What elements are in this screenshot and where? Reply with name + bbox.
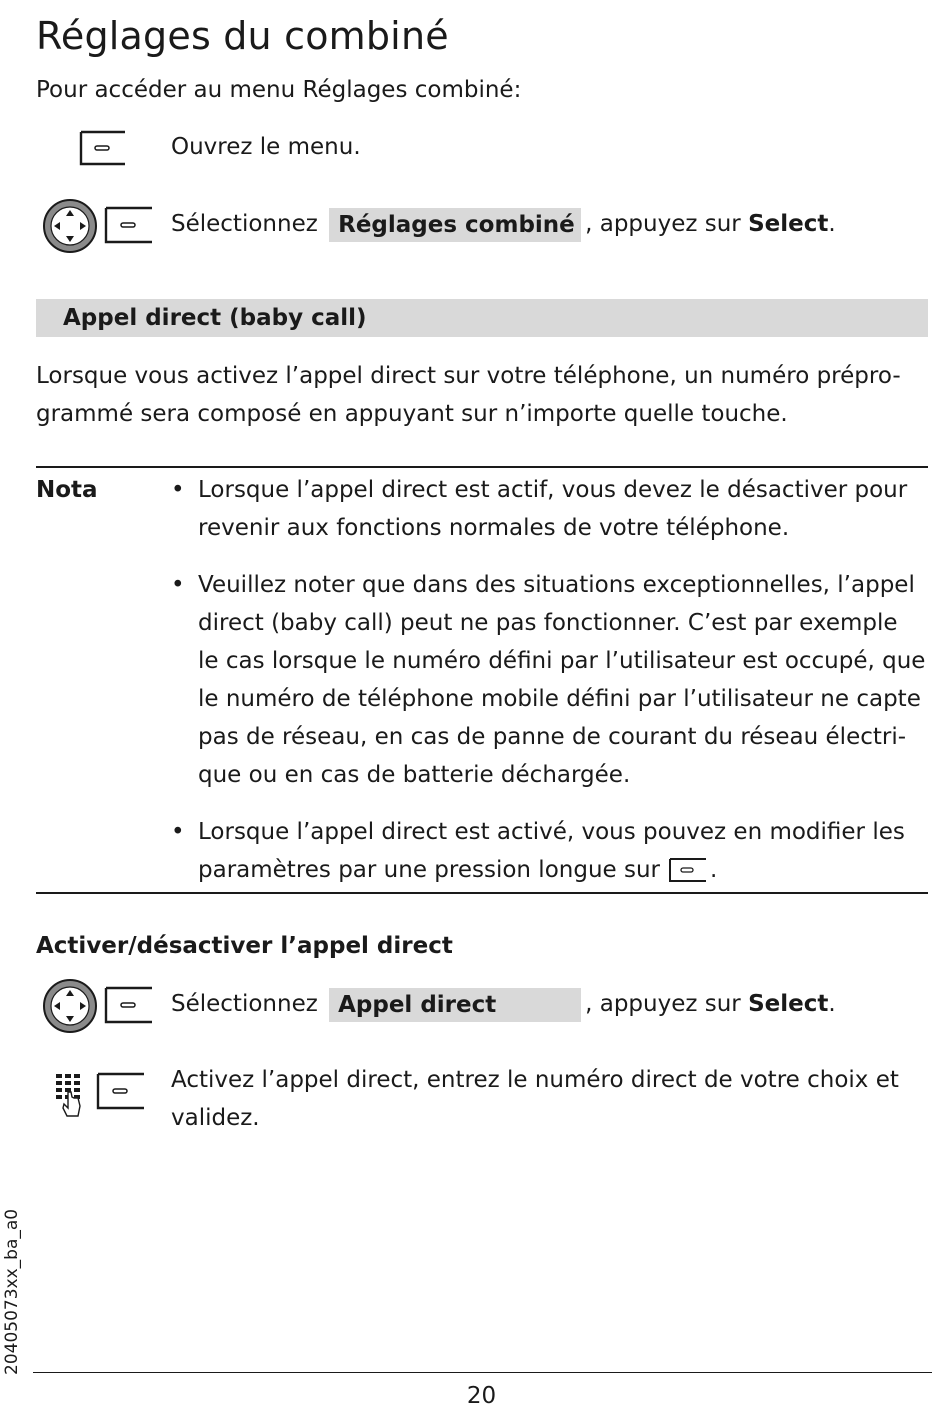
menu-key-icon xyxy=(104,986,156,1024)
footer-rule xyxy=(33,1372,932,1373)
nota-line: Veuillez noter que dans des situations exceptionnelles, l’appel xyxy=(198,572,915,598)
nota-end-punct: . xyxy=(710,857,718,883)
paragraph-line: grammé sera composé en appuyant sur n’importe quelle touche. xyxy=(36,401,788,427)
nota-line: Lorsque l’appel direct est actif, vous devez le désactiver pour xyxy=(198,477,908,503)
subsection-title: Activer/désactiver l’appel direct xyxy=(36,933,453,959)
keypad-icon xyxy=(54,1072,84,1118)
nota-bottom-rule xyxy=(36,892,928,894)
nota-line: le cas lorsque le numéro défini par l’utilisateur est occupé, que xyxy=(198,648,926,674)
page-title: Réglages du combiné xyxy=(36,14,449,58)
step-select-direct-call xyxy=(171,985,836,1023)
nota-top-rule xyxy=(36,466,928,468)
step-line: validez. xyxy=(171,1105,260,1131)
step-select-label: Sélectionnez xyxy=(171,991,318,1017)
nota-line: paramètres par une pression longue sur xyxy=(198,857,660,883)
nota-item-2 xyxy=(198,566,925,794)
navigation-key-icon xyxy=(42,978,98,1034)
nota-line: que ou en cas de batterie déchargée. xyxy=(198,762,631,788)
page-number: 20 xyxy=(466,1383,497,1409)
nota-line: le numéro de téléphone mobile défini par l’utilisateur ne capte xyxy=(198,686,921,712)
intro-text: Pour accéder au menu Réglages combiné: xyxy=(36,77,522,103)
section-paragraph xyxy=(36,357,901,433)
paragraph-line: Lorsque vous activez l’appel direct sur votre téléphone, un numéro prépro- xyxy=(36,363,901,389)
select-softkey-label: Select xyxy=(748,211,829,237)
document-code: 20405073xx_ba_a0 xyxy=(2,1208,22,1375)
bullet: • xyxy=(171,477,185,503)
bullet: • xyxy=(171,819,185,845)
step-press-label: , appuyez sur xyxy=(585,211,741,237)
section-title: Appel direct (baby call) xyxy=(63,305,367,331)
menu-key-icon xyxy=(79,130,129,166)
nota-item-3 xyxy=(198,813,905,889)
nota-line-with-icon xyxy=(198,851,905,889)
step-select-settings xyxy=(171,205,836,243)
step-end-punct: . xyxy=(828,211,836,237)
nota-line: pas de réseau, en cas de panne de courant du réseau électri- xyxy=(198,724,907,750)
menu-key-icon xyxy=(96,1072,148,1110)
step-activate-direct-call xyxy=(171,1061,899,1137)
step-line: Activez l’appel direct, entrez le numéro direct de votre choix et xyxy=(171,1067,899,1093)
step-press-label: , appuyez sur xyxy=(585,991,741,1017)
menu-field-reglages-combine: Réglages combiné xyxy=(329,208,581,242)
nota-line: Lorsque l’appel direct est activé, vous pouvez en modifier les xyxy=(198,819,905,845)
nota-line: revenir aux fonctions normales de votre téléphone. xyxy=(198,515,790,541)
nota-line: direct (baby call) peut ne pas fonctionner. C’est par exemple xyxy=(198,610,898,636)
navigation-key-icon xyxy=(42,198,98,254)
select-softkey-label: Select xyxy=(748,991,829,1017)
bullet: • xyxy=(171,572,185,598)
menu-field-appel-direct: Appel direct xyxy=(329,988,581,1022)
nota-label: Nota xyxy=(36,477,98,503)
step-end-punct: . xyxy=(828,991,836,1017)
step-open-menu: Ouvrez le menu. xyxy=(171,134,361,160)
step-select-label: Sélectionnez xyxy=(171,211,318,237)
nota-item-1 xyxy=(198,471,907,547)
menu-key-icon xyxy=(668,857,710,883)
menu-key-icon xyxy=(104,206,156,244)
